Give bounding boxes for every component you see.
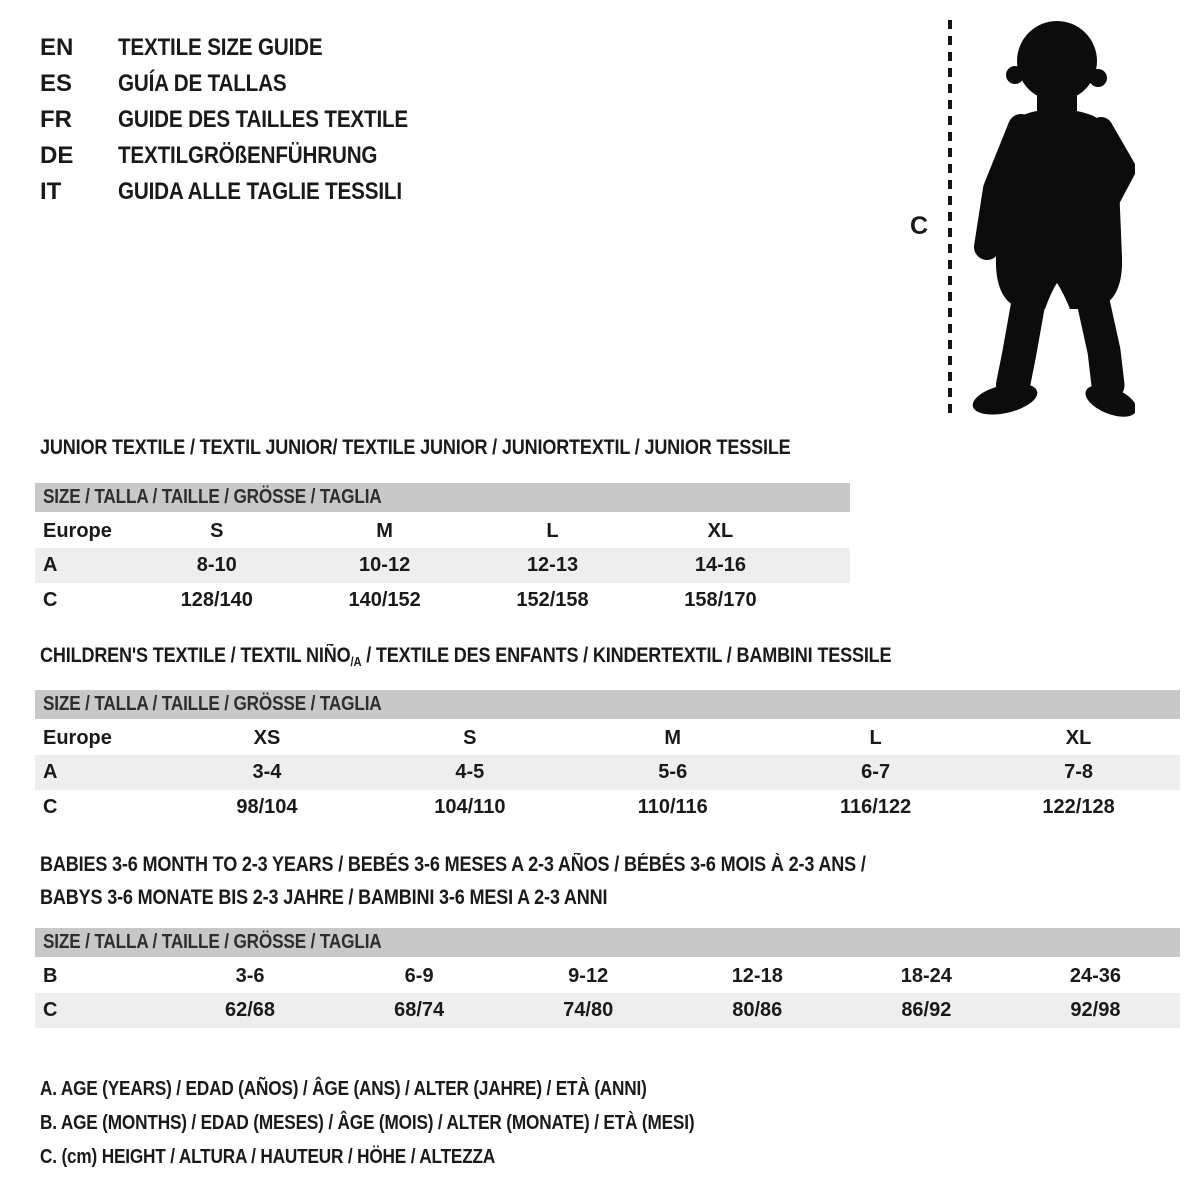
size-cell: M [664, 726, 682, 749]
language-code: IT [40, 178, 62, 205]
size-cell: 4-5 [368, 755, 571, 790]
table-row [35, 548, 850, 583]
size-cell: XS [253, 726, 281, 749]
language-title: GUIDE DES TAILLES TEXTILE [118, 106, 409, 133]
height-measure-label: C [910, 212, 929, 240]
size-cell: 62/68 [166, 993, 335, 1028]
legend-line-age-months [40, 1106, 801, 1140]
size-cell: 152/158 [516, 589, 589, 611]
size-cell: 80/86 [673, 993, 842, 1028]
size-cell: XL [1065, 726, 1092, 749]
size-header-row [35, 483, 850, 513]
children-section-title-text [40, 644, 891, 669]
row-label-cell: A [35, 548, 133, 583]
size-cell: 68/74 [335, 993, 504, 1028]
toddler-silhouette-image [965, 16, 1135, 418]
size-cell: 3-4 [166, 755, 369, 790]
language-title: GUÍA DE TALLAS [118, 70, 287, 97]
language-list [40, 30, 455, 210]
size-cell: L [546, 519, 559, 542]
language-row [40, 138, 455, 174]
children-title-suffix: / TEXTILE DES ENFANTS / KINDERTEXTIL / BAMBINI TESSILE [361, 644, 892, 667]
row-label-cell: Europe [43, 726, 112, 749]
measurement-legend [40, 1072, 801, 1174]
size-cell: 24-36 [1069, 964, 1122, 987]
row-label-cell: C [35, 993, 166, 1028]
size-cell: M [376, 519, 393, 542]
language-code: ES [40, 70, 73, 97]
size-header-row [35, 928, 1180, 958]
row-label-cell: C [43, 589, 58, 611]
size-cell: 8-10 [133, 548, 301, 583]
language-row [40, 174, 455, 210]
babies-size-table [35, 928, 1180, 1028]
size-cell: 104/110 [434, 796, 506, 818]
language-code: EN [40, 34, 74, 61]
size-cell: S [463, 726, 477, 749]
size-cell: 116/122 [840, 796, 912, 818]
size-cell: 158/170 [684, 589, 757, 611]
language-row [40, 66, 455, 102]
size-header-label: SIZE / TALLA / TAILLE / GRÖSSE / TAGLIA [43, 486, 382, 508]
legend-line-age-months-text: B. AGE (MONTHS) / EDAD (MESES) / ÂGE (MOIS) / ALTER (MONATE) / ETÀ (MESI) [40, 1112, 695, 1134]
table-row [35, 755, 1180, 790]
babies-section-title-line2: BABYS 3-6 MONATE BIS 2-3 JAHRE / BAMBINI 3-6 MESI A 2-3 ANNI [40, 886, 608, 909]
language-row [40, 30, 455, 66]
size-cell: L [869, 726, 882, 749]
language-code: DE [40, 142, 74, 169]
language-row [40, 102, 455, 138]
children-section-title [40, 644, 1030, 669]
children-size-table [35, 690, 1180, 825]
size-cell: S [210, 519, 224, 542]
babies-section-title-line1: BABIES 3-6 MONTH TO 2-3 YEARS / BEBÉS 3-6 MESES A 2-3 AÑOS / BÉBÉS 3-6 MOIS À 2-3 ANS / [40, 853, 866, 876]
language-code: FR [40, 106, 72, 133]
size-cell: 10-12 [301, 548, 469, 583]
size-cell: 5-6 [571, 755, 774, 790]
size-cell: 92/98 [1011, 993, 1180, 1028]
size-cell: 74/80 [504, 993, 673, 1028]
row-label-cell: Europe [43, 519, 112, 542]
size-cell: 6-7 [774, 755, 977, 790]
table-row [35, 958, 1180, 993]
language-title: TEXTILGRÖßENFÜHRUNG [118, 142, 378, 169]
legend-line-height-cm-text: C. (cm) HEIGHT / ALTURA / HAUTEUR / HÖHE / ALTEZZA [40, 1146, 496, 1168]
size-cell: 128/140 [180, 589, 253, 611]
babies-section-title [40, 848, 1000, 914]
junior-section-title-text: JUNIOR TEXTILE / TEXTIL JUNIOR/ TEXTILE JUNIOR / JUNIORTEXTIL / JUNIOR TESSILE [40, 436, 791, 459]
size-cell: 6-9 [404, 964, 434, 987]
table-row [35, 993, 1180, 1028]
size-cell: 14-16 [636, 548, 804, 583]
row-label-cell: A [35, 755, 166, 790]
size-cell: 110/116 [637, 796, 708, 818]
spacer-cell [804, 513, 850, 548]
spacer-cell [804, 548, 850, 583]
legend-line-height-cm [40, 1140, 801, 1174]
legend-line-age-years [40, 1072, 801, 1106]
spacer-cell [804, 583, 850, 618]
size-cell: 3-6 [235, 964, 265, 987]
size-cell: 7-8 [977, 755, 1180, 790]
table-row [35, 720, 1180, 755]
size-header-row [35, 690, 1180, 720]
size-cell: 18-24 [900, 964, 952, 987]
row-label-cell: C [43, 796, 58, 818]
table-row [35, 513, 850, 548]
size-cell: 12-18 [731, 964, 783, 987]
table-row [35, 583, 850, 618]
size-cell: 98/104 [236, 796, 298, 818]
table-row [35, 790, 1180, 825]
size-cell: 86/92 [842, 993, 1011, 1028]
size-cell: XL [707, 519, 734, 542]
size-cell: 12-13 [469, 548, 637, 583]
children-title-subscript: /A [350, 654, 362, 669]
size-cell: 122/128 [1042, 796, 1115, 818]
legend-line-age-years-text: A. AGE (YEARS) / EDAD (AÑOS) / ÂGE (ANS) / ALTER (JAHRE) / ETÀ (ANNI) [40, 1078, 647, 1100]
height-measure-dashed-line [948, 20, 952, 416]
row-label-cell: B [43, 964, 58, 987]
children-title-prefix: CHILDREN'S TEXTILE / TEXTIL NIÑO [40, 644, 351, 667]
language-title: TEXTILE SIZE GUIDE [118, 34, 323, 61]
size-cell: 9-12 [568, 964, 609, 987]
size-cell: 140/152 [348, 589, 421, 611]
junior-size-table [35, 483, 850, 618]
language-title: GUIDA ALLE TAGLIE TESSILI [118, 178, 402, 205]
size-header-label: SIZE / TALLA / TAILLE / GRÖSSE / TAGLIA [43, 931, 382, 953]
junior-section-title [40, 436, 913, 460]
size-header-label: SIZE / TALLA / TAILLE / GRÖSSE / TAGLIA [43, 693, 382, 715]
